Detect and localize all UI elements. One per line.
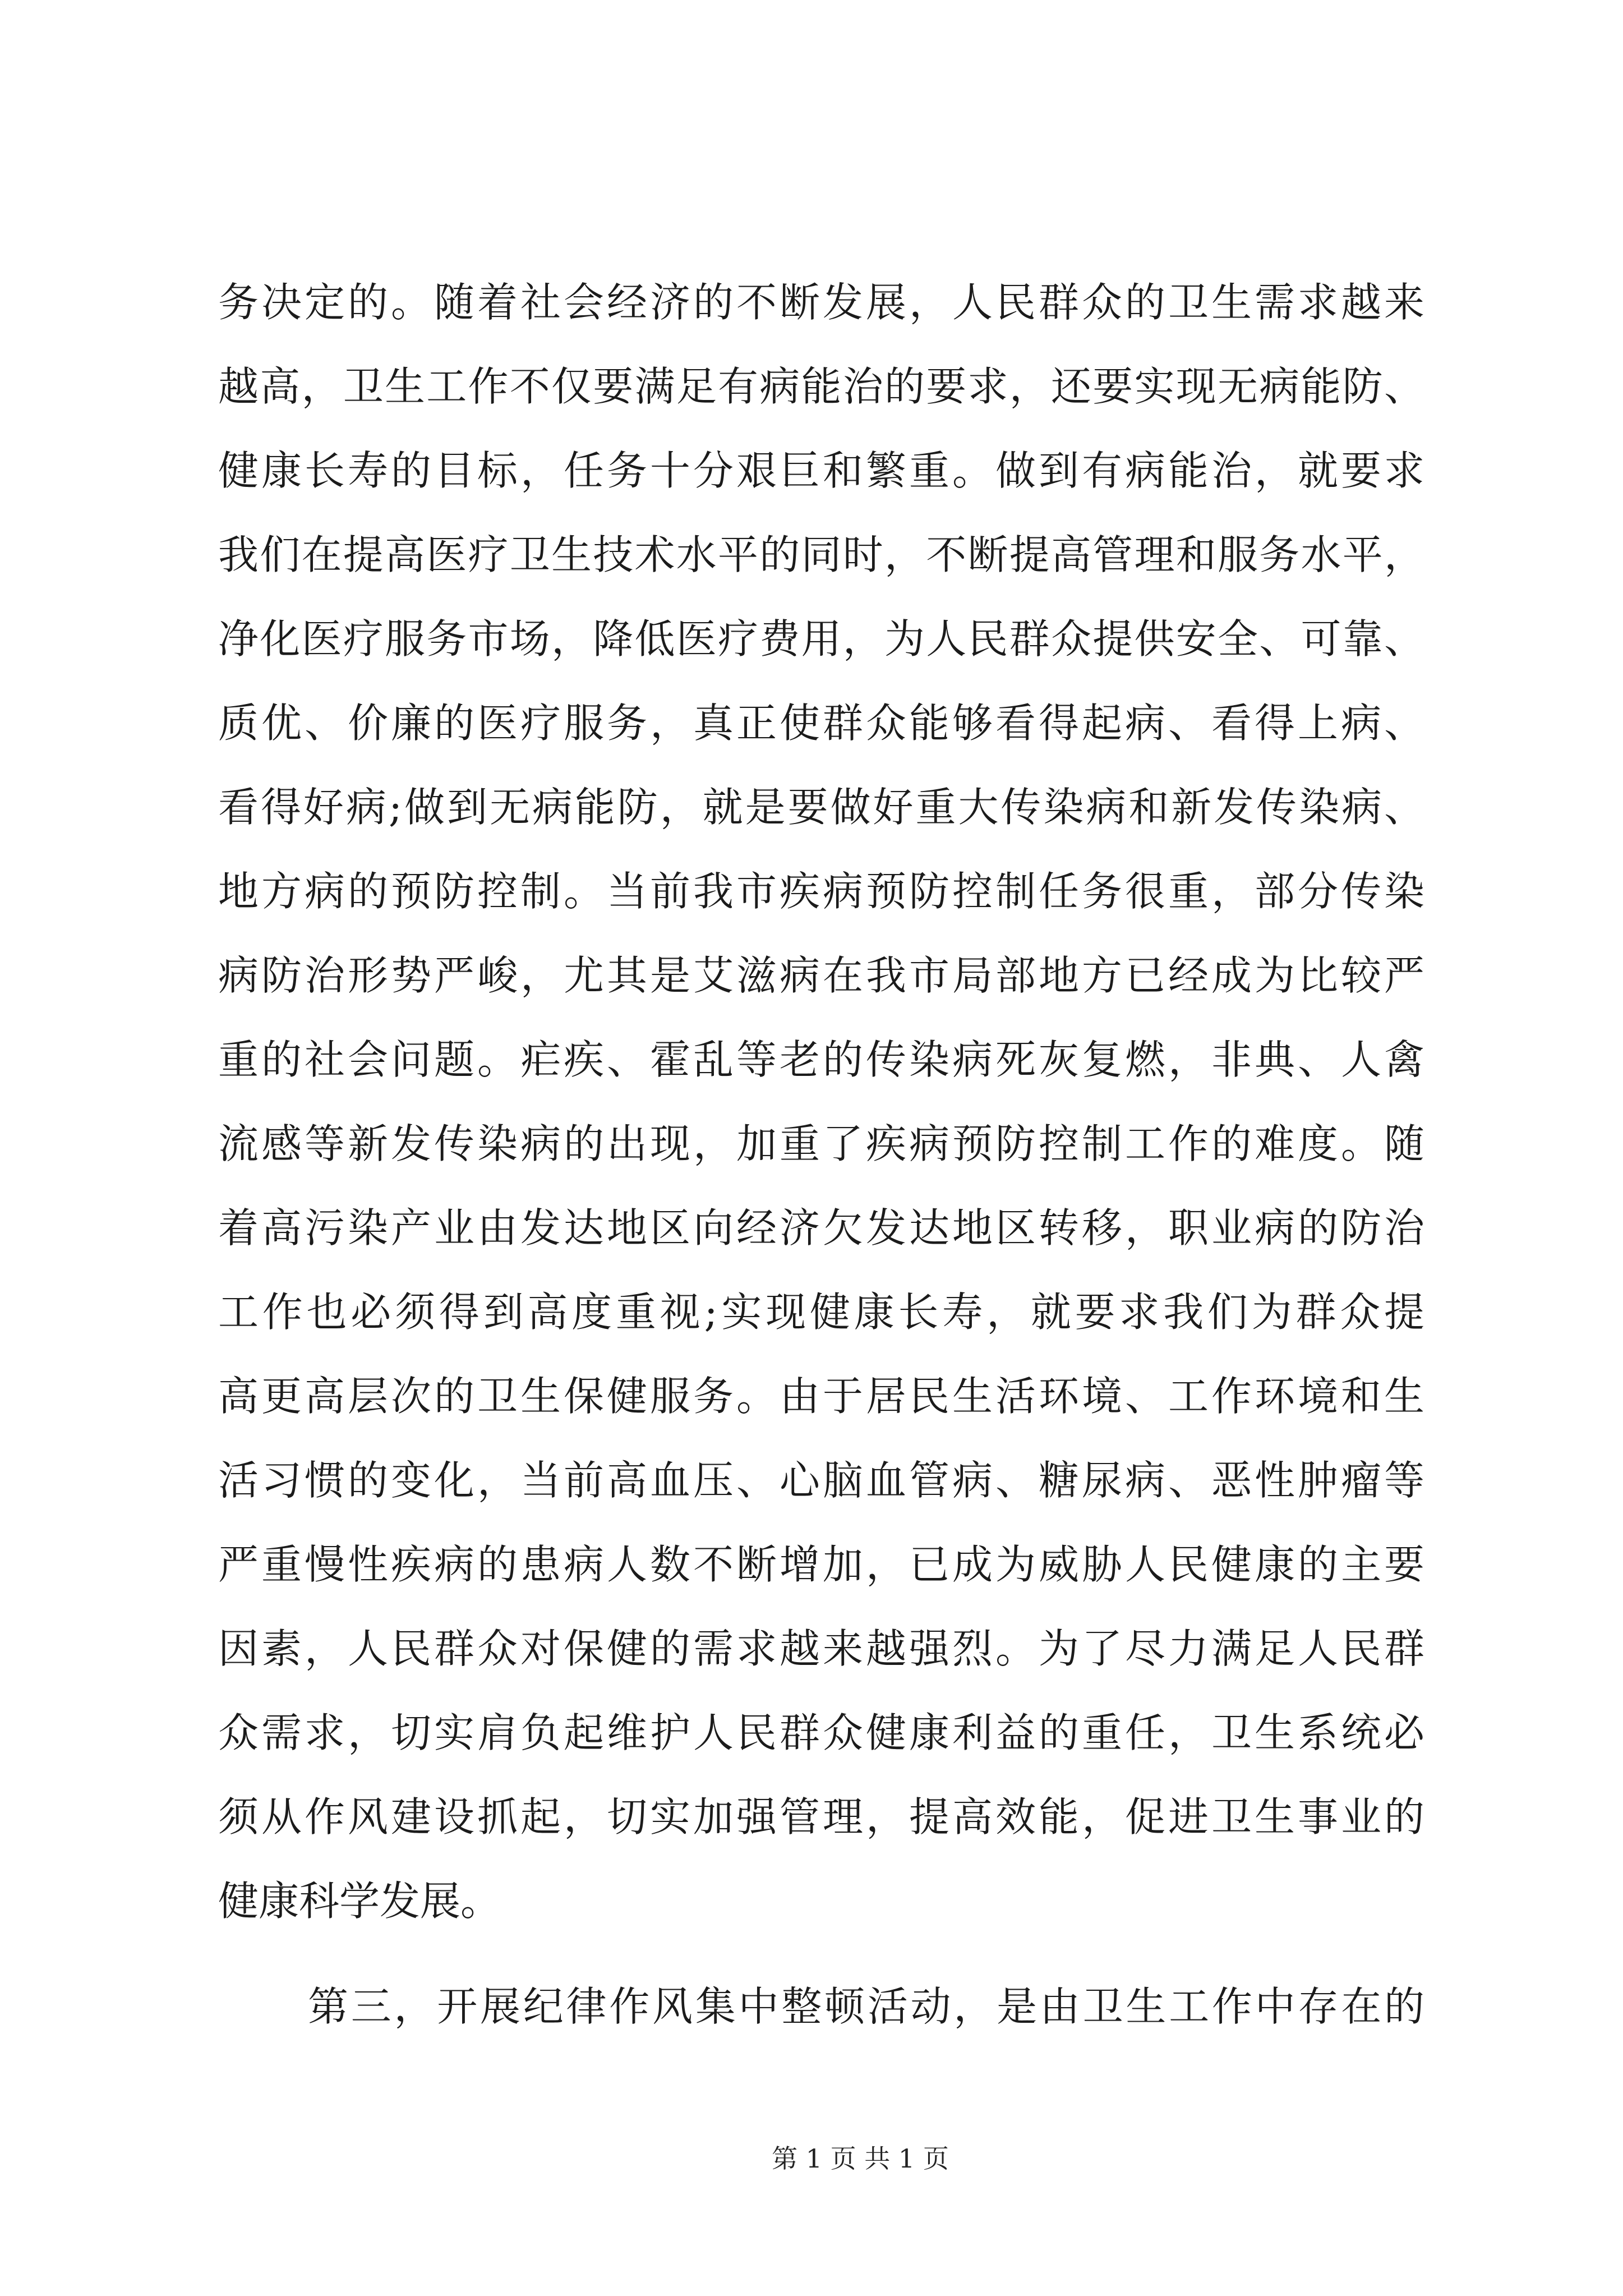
text-line: 质优、价廉的医疗服务，真正使群众能够看得起病、看得上病、 [218, 700, 1424, 747]
text-line: 净化医疗服务市场，降低医疗费用，为人民群众提供安全、可靠、 [218, 615, 1424, 662]
text-line: 健康长寿的目标，任务十分艰巨和繁重。做到有病能治，就要求 [218, 447, 1424, 494]
text-line: 第三，开展纪律作风集中整顿活动，是由卫生工作中存在的 [308, 1983, 1424, 2030]
page-number-label: 第 1 页 共 1 页 [772, 2143, 949, 2174]
text-line: 看得好病;做到无病能防，就是要做好重大传染病和新发传染病、 [218, 784, 1424, 831]
text-line: 务决定的。随着社会经济的不断发展，人民群众的卫生需求越来 [218, 279, 1424, 326]
text-line: 工作也必须得到高度重视;实现健康长寿，就要求我们为群众提 [218, 1289, 1424, 1336]
text-line: 病防治形势严峻，尤其是艾滋病在我市局部地方已经成为比较严 [218, 952, 1424, 999]
document-body [218, 260, 1424, 2049]
text-line: 因素，人民群众对保健的需求越来越强烈。为了尽力满足人民群 [218, 1625, 1424, 1672]
text-line: 着高污染产业由发达地区向经济欠发达地区转移，职业病的防治 [218, 1204, 1424, 1251]
text-line: 众需求，切实肩负起维护人民群众健康利益的重任，卫生系统必 [218, 1709, 1424, 1756]
text-line: 重的社会问题。疟疾、霍乱等老的传染病死灰复燃，非典、人禽 [218, 1036, 1424, 1083]
page-footer [748, 2142, 972, 2175]
text-line: 地方病的预防控制。当前我市疾病预防控制任务很重，部分传染 [218, 868, 1424, 915]
text-line: 流感等新发传染病的出现，加重了疾病预防控制工作的难度。随 [218, 1120, 1424, 1167]
text-line: 活习惯的变化，当前高血压、心脑血管病、糖尿病、恶性肿瘤等 [218, 1457, 1424, 1504]
text-line: 高更高层次的卫生保健服务。由于居民生活环境、工作环境和生 [218, 1373, 1424, 1420]
text-line: 须从作风建设抓起，切实加强管理，提高效能，促进卫生事业的 [218, 1793, 1424, 1841]
text-line: 严重慢性疾病的患病人数不断增加，已成为威胁人民健康的主要 [218, 1541, 1424, 1588]
paragraph [218, 260, 1424, 1943]
paragraph [218, 1964, 1424, 2049]
text-line: 健康科学发展。 [218, 1878, 501, 1925]
text-line: 我们在提高医疗卫生技术水平的同时，不断提高管理和服务水平， [218, 531, 1424, 578]
text-line: 越高，卫生工作不仅要满足有病能治的要求，还要实现无病能防、 [218, 363, 1424, 410]
